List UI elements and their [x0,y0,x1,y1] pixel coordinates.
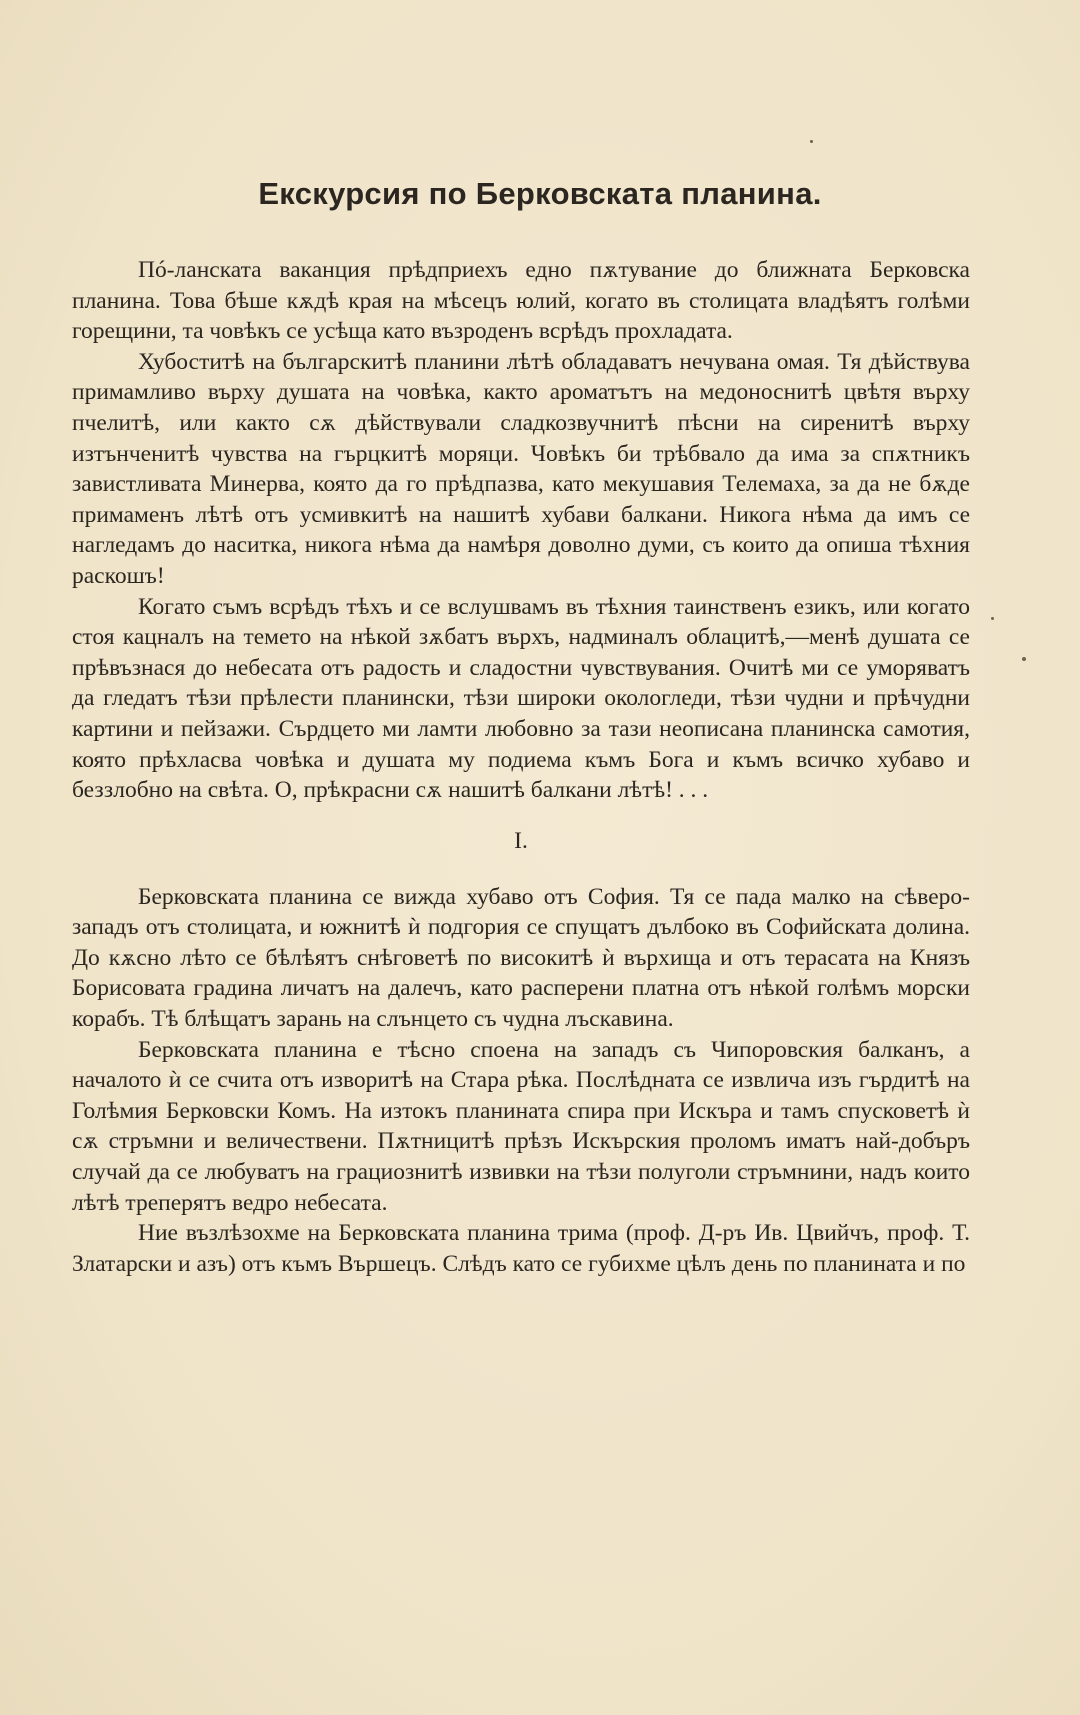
article-title: Екскурсия по Берковската планина. [258,176,822,211]
paper-speck [810,140,813,143]
paragraph: Ние възлѣзохме на Берковската планина трима (проф. Д-ръ Ив. Цвийчъ, проф. Т. Златарски и азъ) отъ къмъ Вършецъ. Слѣдъ като се губихме цѣлъ день по планината и по [72,1220,970,1277]
paragraph: Когато съмъ всрѣдъ тѣхъ и се вслушвамъ въ тѣхния таинственъ езикъ, или когато стоя кацналъ на темето на нѣкой зѫбатъ върхъ, надминалъ облацитѣ,—менѣ душата се прѣвъзнася до небесата отъ радость и сладостни чувствувания. Очитѣ ми се уморяватъ да гледатъ тѣзи прѣлести планински, тѣзи широки окологледи, тѣзи чудни и прѣчудни картини и пейзажи. Сърдцето ми ламти любовно за тази неописана планинска самотия, която прѣхласва човѣка и душата му подиема къмъ Бога и къмъ всичко хубаво и беззлобно на свѣта. О, прѣкрасни сѫ нашитѣ балкани лѣтѣ! . . . [72,593,970,804]
paper-speck [991,617,994,620]
paper-speck [1022,657,1026,661]
paragraph: Пó-ланската ваканция прѣдприехъ едно пѫтувание до ближната Берковска планина. Това бѣше кѫдѣ края на мѣсецъ юлий, когато въ столицата владѣятъ голѣми горещини, та човѣкъ се усѣща като възроденъ всрѣдъ прохладата. [72,257,970,345]
paragraph: Берковската планина е тѣсно споена на западъ съ Чипоровския балканъ, а началото ѝ се счита отъ изворитѣ на Стара рѣка. Послѣдната се извлича изъ гърдитѣ на Голѣмия Берковски Комъ. На изтокъ планината спира при Искъра и тамъ спусковетѣ ѝ сѫ стръмни и величествени. Пѫтницитѣ прѣзъ Искърския проломъ иматъ най-добъръ случай да се любуватъ на грациознитѣ извивки на тѣзи полуголи стръмнини, надъ които лѣтѣ трепeрятъ ведро небесата. [72,1036,970,1216]
section-heading: I. [514,827,528,854]
paragraph: Хубоститѣ на българскитѣ планини лѣтѣ обладаватъ нечувана омая. Тя дѣйствува примамливо върху душата на човѣка, както ароматътъ на медоноснитѣ цвѣтя върху пчелитѣ, или както сѫ дѣйствували сладкозвучнитѣ пѣсни на сиренитѣ върху изтънченитѣ чувства на гърцкитѣ моряци. Човѣкъ би трѣбвало да има за спѫтникъ завистливата Минерва, която да го прѣдпазва, като мекушавия Телемаха, за да не бѫде примаменъ лѣтѣ отъ усмивкитѣ на нашитѣ хубави балкани. Никога нѣма да имъ се нагледамъ до наситка, никога нѣма да намѣря доволно думи, съ които да опиша тѣхния раскошъ! [72,348,970,589]
article-body [72,255,970,1279]
paragraph: Берковската планина се вижда хубаво отъ София. Тя се пада малко на сѣверо-западъ отъ столицата, и южнитѣ ѝ подгория се спущатъ дълбоко въ Софийската долина. До кѫсно лѣто се бѣлѣятъ снѣговетѣ по високитѣ ѝ върхища и отъ терасата на Князъ Борисовата градина личатъ на далечъ, като расперени платна отъ нѣкой голѣмъ морски корабъ. Тѣ блѣщатъ зарань на слънцето съ чудна лъскавина. [72,883,970,1033]
